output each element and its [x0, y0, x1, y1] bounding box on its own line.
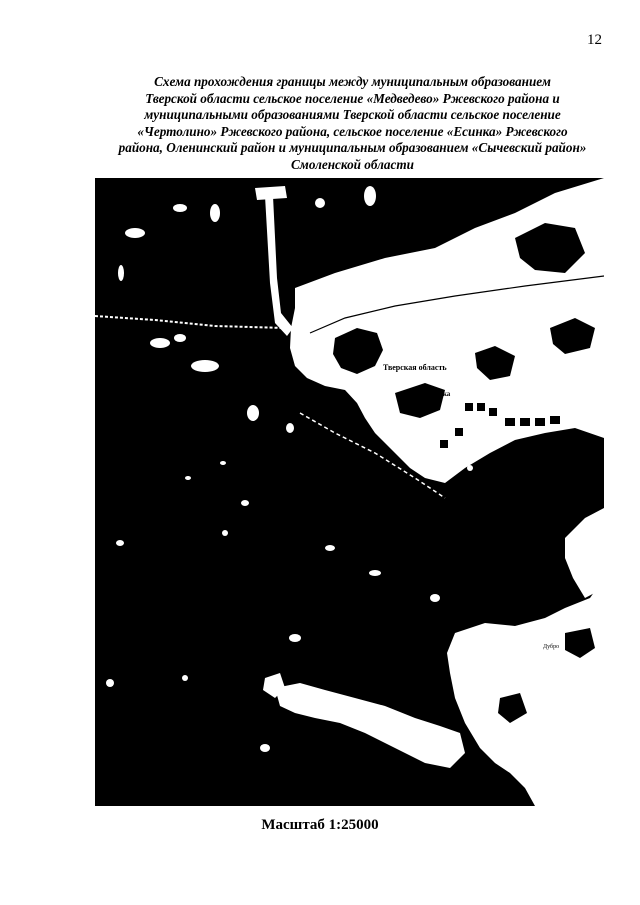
map-title: [100, 74, 605, 174]
page-number: 12: [587, 32, 602, 48]
boundary-map: [95, 178, 604, 806]
title-line: района, Оленинский район и муниципальным образованием «Сычевский район»: [118, 140, 587, 156]
title-line: Схема прохождения границы между муниципальным образованием: [154, 74, 551, 89]
title-line: «Чертолино» Ржевского района, сельское поселение «Есинка» Ржевского: [137, 123, 568, 139]
causeway-top: [255, 186, 287, 200]
title-line: муниципальными образованиями Тверской области сельское поселение: [144, 107, 561, 123]
title-line: Смоленской области: [291, 156, 414, 172]
settlement-label: Есинка: [427, 390, 451, 398]
map-scale: Масштаб 1:25000: [261, 817, 379, 833]
region-label: Тверская область: [383, 363, 447, 372]
village-label: Дубро: [543, 644, 560, 650]
title-line: Тверской области сельское поселение «Медведево» Ржевского района и: [145, 90, 560, 106]
